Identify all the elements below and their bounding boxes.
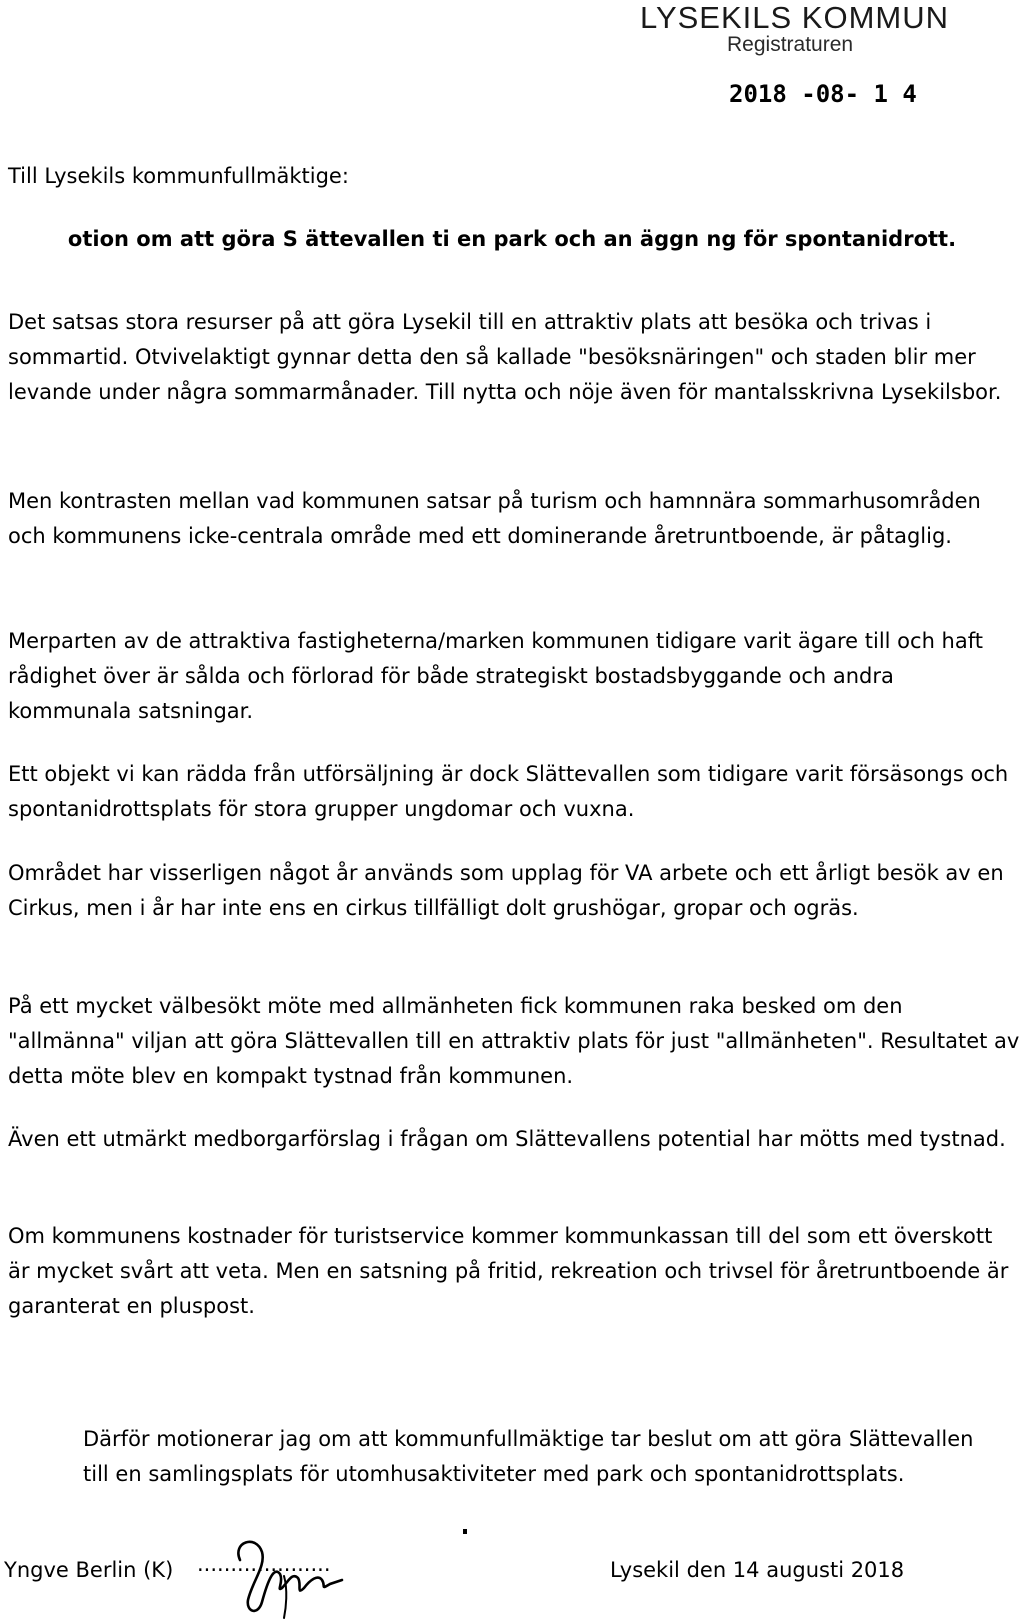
signatory-name: Yngve Berlin (K) bbox=[4, 1558, 174, 1582]
body-paragraph-1: Det satsas stora resurser på att göra Lysekil till en attraktiv plats att besöka och trivas i sommartid. Otvivelaktigt gynnar detta den så kallade "besöksnäringen" och staden blir mer levande under några sommarmånader. Till nytta och nöje även för mantalsskrivna Lysekilsbor. bbox=[8, 310, 1002, 404]
body-paragraph-2: Men kontrasten mellan vad kommunen satsar på turism och hamnnära sommarhusområden och kommunens icke-centrala område med ett dominerande åretruntboende, är påtaglig. bbox=[8, 489, 981, 548]
addressee: Till Lysekils kommunfullmäktige: bbox=[8, 164, 349, 188]
body-paragraph-4: Ett objekt vi kan rädda från utförsäljning är dock Slättevallen som tidigare varit försäsongs och spontanidrottsplats för stora grupper ungdomar och vuxna. bbox=[8, 762, 1009, 821]
body-paragraph-6: På ett mycket välbesökt möte med allmänheten fick kommunen raka besked om den "allmänna" viljan att göra Slättevallen till en attraktiv plats för just "allmänheten". Resultatet av detta möte blev en kompakt tystnad från kommunen. bbox=[8, 994, 1020, 1088]
handwritten-signature bbox=[222, 1530, 352, 1620]
registry-stamp-organization: LYSEKILS KOMMUN bbox=[640, 0, 950, 35]
body-paragraph-8: Om kommunens kostnader för turistservice kommer kommunkassan till del som ett överskott är mycket svårt att veta. Men en satsning på fritid, rekreation och trivsel för åretruntboende är garanterat en pluspost. bbox=[8, 1224, 1009, 1318]
body-paragraph-7: Även ett utmärkt medborgarförslag i frågan om Slättevallens potential har mötts med tystnad. bbox=[8, 1127, 1006, 1151]
body-paragraph-3: Merparten av de attraktiva fastigheterna/marken kommunen tidigare varit ägare till och haft rådighet över är sålda och förlorad för både strategiskt bostadsbyggande och andra kommunala satsningar. bbox=[8, 629, 983, 723]
motion-title: otion om att göra S ättevallen ti en park och an äggn ng för spontanidrott. bbox=[67, 227, 957, 251]
motion-proposal: Därför motionerar jag om att kommunfullmäktige tar beslut om att göra Slättevallen till en samlingsplats för utomhusaktiviteter med park och spontanidrottsplats. bbox=[83, 1427, 974, 1486]
registry-stamp-department: Registraturen bbox=[727, 33, 854, 56]
place-and-date: Lysekil den 14 augusti 2018 bbox=[610, 1558, 905, 1582]
signature-line: .................... bbox=[197, 1552, 331, 1576]
body-paragraph-5: Området har visserligen något år används som upplag för VA arbete och ett årligt besök av en Cirkus, men i år har inte ens en cirkus tillfälligt dolt grushögar, gropar och ogräs. bbox=[8, 861, 1004, 920]
stray-mark bbox=[463, 1529, 467, 1534]
registry-stamp-date: 2018 -08- 1 4 bbox=[729, 80, 917, 108]
